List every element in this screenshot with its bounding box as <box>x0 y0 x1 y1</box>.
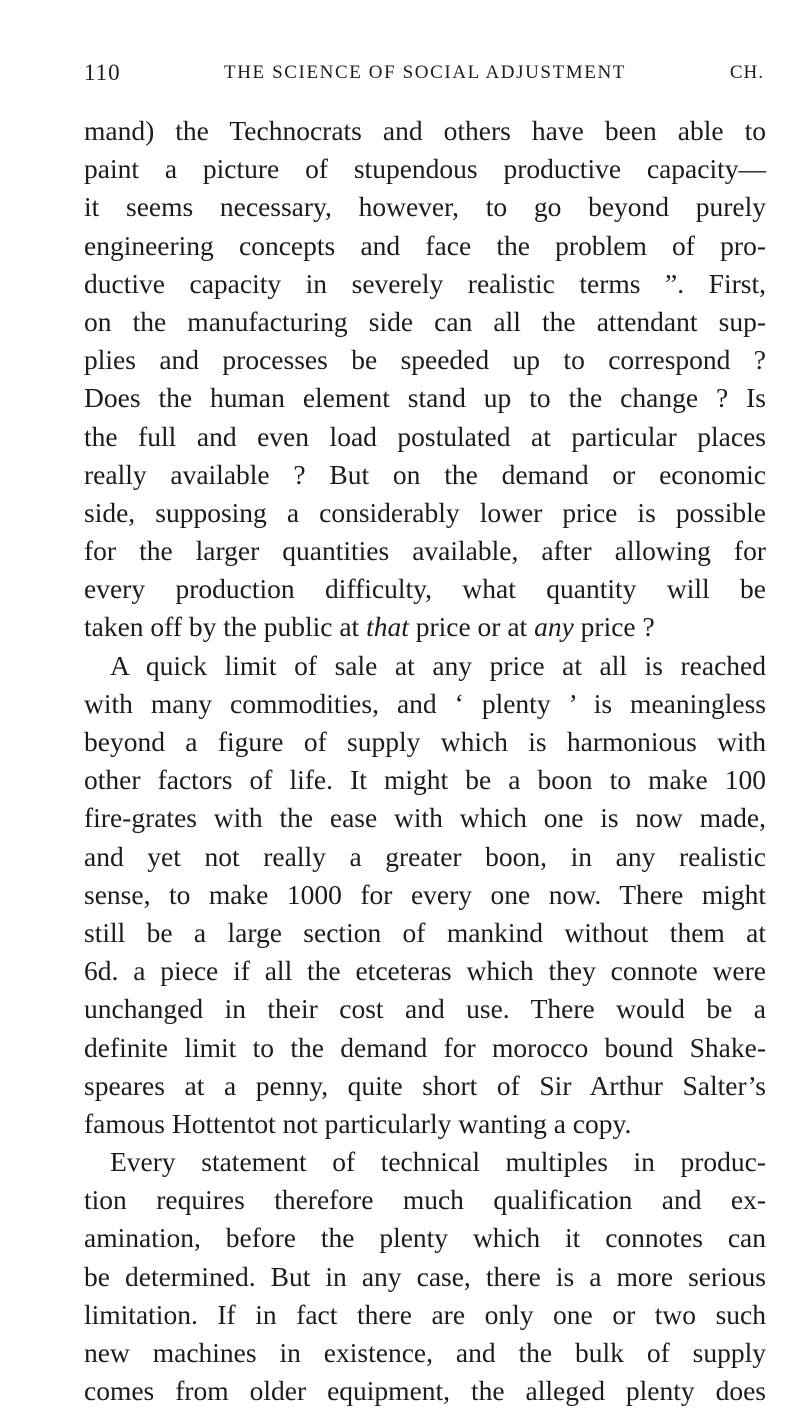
chapter-abbreviation: CH. <box>729 62 764 83</box>
text-line: the full and even load postulated at particular places <box>84 420 766 452</box>
text-line: 6d. a piece if all the etceteras which they connote were <box>84 955 766 987</box>
text-line: fire-grates with the ease with which one is now made, <box>84 802 766 834</box>
running-head <box>84 60 764 90</box>
text-line: with many commodities, and ‘ plenty ’ is meaningless <box>84 687 766 719</box>
text-line: be determined. But in any case, there is a more serious <box>84 1260 766 1292</box>
text-line: speares at a penny, quite short of Sir Arthur Salter’s <box>84 1069 766 1101</box>
text-line: sense, to make 1000 for every one now. There might <box>84 878 766 910</box>
text-line: limitation. If in fact there are only one or two such <box>84 1298 766 1330</box>
running-title: THE SCIENCE OF SOCIAL ADJUSTMENT <box>224 62 627 83</box>
text-line: comes from older equipment, the alleged plenty does <box>84 1375 766 1407</box>
text-line: amination, before the plenty which it connotes can <box>84 1222 766 1254</box>
text-run: taken off by the public at <box>84 611 367 643</box>
italic-emphasis: that <box>366 611 409 643</box>
body-text <box>84 112 766 1410</box>
text-line: every production difficulty, what quantity will be <box>84 573 766 605</box>
text-line: mand) the Technocrats and others have been able to <box>84 115 766 146</box>
text-line: still be a large section of mankind without them at <box>84 916 766 948</box>
text-line: really available ? But on the demand or economic <box>84 458 766 490</box>
italic-emphasis: any <box>534 611 574 643</box>
text-run: price ? <box>573 611 655 643</box>
text-run: price or at <box>408 611 535 643</box>
text-line: ductive capacity in severely realistic terms ”. First, <box>84 267 766 299</box>
text-line: plies and processes be speeded up to correspond ? <box>84 344 766 376</box>
text-line: for the larger quantities available, after allowing for <box>84 535 766 567</box>
text-line: definite limit to the demand for morocco bound Shake- <box>84 1031 766 1063</box>
text-line: it seems necessary, however, to go beyond purely <box>84 191 766 223</box>
text-line: tion requires therefore much qualification and ex- <box>84 1184 766 1216</box>
text-line: and yet not really a greater boon, in any realistic <box>84 840 766 872</box>
text-line-paragraph-end: famous Hottentot not particularly wanting a copy. <box>84 1107 632 1139</box>
text-line: Does the human element stand up to the change ? Is <box>84 382 766 414</box>
page-number: 110 <box>84 60 121 85</box>
text-line-paragraph-start: A quick limit of sale at any price at all is reached <box>110 649 766 681</box>
text-line: other factors of life. It might be a boon to make 100 <box>84 764 766 796</box>
text-line-paragraph-end <box>84 608 766 646</box>
text-line: side, supposing a considerably lower price is possible <box>84 496 766 528</box>
text-line-paragraph-start: Every statement of technical multiples in produc- <box>110 1146 766 1178</box>
text-line: engineering concepts and face the problem of pro- <box>84 229 766 261</box>
text-line: unchanged in their cost and use. There would be a <box>84 993 766 1025</box>
text-line: on the manufacturing side can all the attendant sup- <box>84 305 766 337</box>
text-line: new machines in existence, and the bulk of supply <box>84 1337 766 1368</box>
text-line: paint a picture of stupendous productive capacity— <box>84 153 766 185</box>
text-line: beyond a figure of supply which is harmonious with <box>84 726 766 757</box>
